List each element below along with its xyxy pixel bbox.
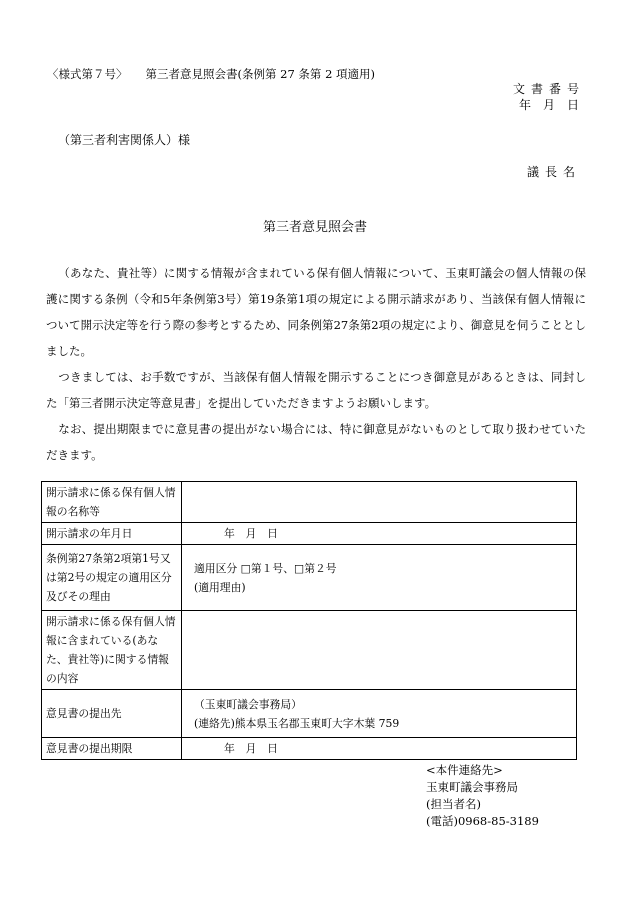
- table-row: [42, 482, 577, 523]
- document-date: 年 月 日: [518, 98, 579, 112]
- row-value: 年 月 日: [224, 742, 278, 755]
- row-value: [182, 611, 577, 690]
- addressee: （第三者利害関係人）様: [58, 133, 191, 147]
- contact-header: <本件連絡先>: [426, 763, 503, 777]
- row-label: 意見書の提出先: [42, 690, 182, 738]
- form-title: 第三者意見照会書(条例第 27 条第 2 項適用): [145, 67, 376, 81]
- contact-phone: (電話)0968-85-3189: [426, 814, 539, 828]
- body-paragraph: つきましては、お手数ですが、当該保有個人情報を開示することにつき御意見があるときは、同封した「第三者開示決定等意見書」を提出していただきますようお願いします。: [46, 370, 586, 410]
- row-value-line: （玉東町議会事務局）: [194, 697, 302, 711]
- row-value: [182, 482, 577, 523]
- row-label: 開示請求の年月日: [42, 523, 182, 545]
- info-table: [41, 481, 577, 760]
- row-value-line: (適用理由): [194, 580, 246, 594]
- document-number: 文書番号: [512, 82, 585, 96]
- table-row: [42, 738, 577, 760]
- contact-block: [426, 762, 539, 830]
- row-value-line: (連絡先)熊本県玉名郡玉東町大字木葉 759: [194, 716, 400, 730]
- chair-name: 議長名: [526, 165, 581, 179]
- table-row: [42, 523, 577, 545]
- body-paragraph: なお、提出期限までに意見書の提出がない場合には、特に御意見がないものとして取り扱わせていただきます。: [46, 422, 586, 462]
- row-label: 意見書の提出期限: [42, 738, 182, 760]
- contact-person: (担当者名): [426, 797, 481, 811]
- form-number: 〈様式第７号〉: [47, 67, 128, 81]
- table-row: [42, 690, 577, 738]
- table-row: [42, 611, 577, 690]
- contact-office: 玉東町議会事務局: [426, 780, 518, 794]
- row-value: 年 月 日: [224, 527, 278, 540]
- row-value-line: 適用区分 □第１号、□第２号: [194, 561, 337, 575]
- document-title: 第三者意見照会書: [262, 220, 367, 235]
- row-label: 開示請求に係る保有個人情報に含まれている(あなた、貴社等)に関する情報の内容: [42, 611, 182, 690]
- row-label: 開示請求に係る保有個人情報の名称等: [42, 482, 182, 523]
- body-paragraph: （あなた、貴社等）に関する情報が含まれている保有個人情報について、玉東町議会の個人情報の保護に関する条例（令和5年条例第3号）第19条第1項の規定による開示請求があり、当該保有個人情報について開示決定等を行う際の参考とするため、同条例第27条第2項の規定により、御意見を伺うこととしました。: [46, 266, 586, 358]
- row-label: 条例第27条第2項第1号又は第2号の規定の適用区分及びその理由: [42, 545, 182, 611]
- table-row: [42, 545, 577, 611]
- form-header: [47, 66, 375, 82]
